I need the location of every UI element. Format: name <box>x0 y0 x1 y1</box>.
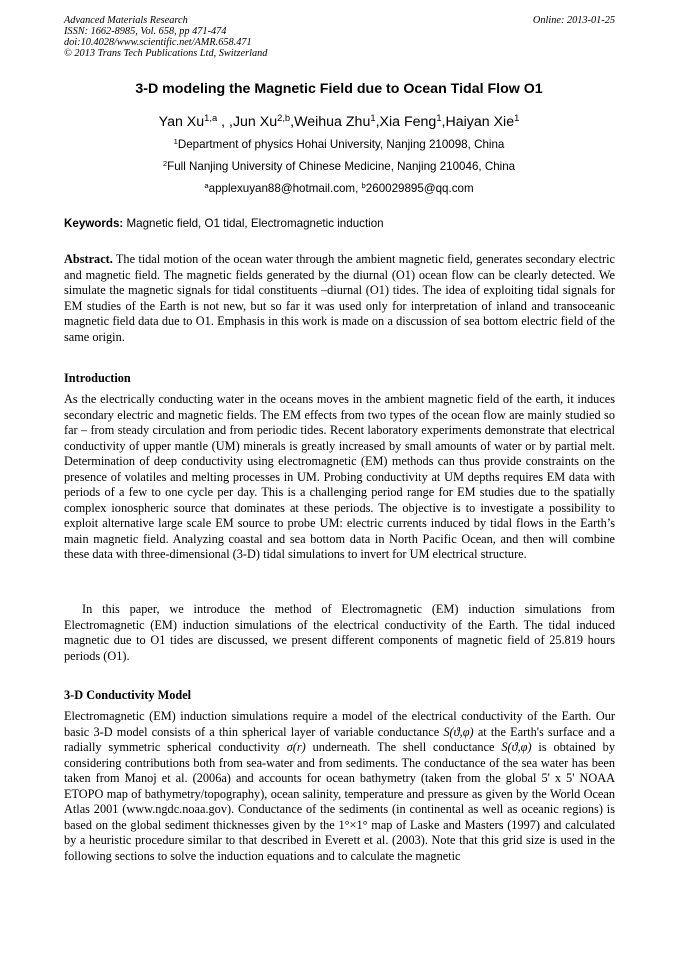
author-name: Xia Feng <box>379 114 437 130</box>
author-name: Jun Xu <box>232 114 278 130</box>
author-name: Yan Xu <box>158 114 205 130</box>
section-heading-introduction: Introduction <box>64 371 131 385</box>
abstract-label: Abstract. <box>64 252 113 266</box>
author-emails <box>0 182 678 195</box>
journal-name: Advanced Materials Research <box>64 15 188 26</box>
affiliation-text: Department of physics Hohai University, Nanjing 210098, China <box>177 138 505 151</box>
author-sup: 1 <box>436 112 442 123</box>
author-sup: 1 <box>370 112 376 123</box>
abstract-text: The tidal motion of the ocean water through the ambient magnetic field, generates secondary electric and magnetic field. The magnetic fields generated by the diurnal (O1) ocean flow can be clearly detected. We simulate the magnetic signals for tidal constituents –diurnal (O1) tides. The idea of exploiting tidal signals for EM studies of the Earth is not new, but so far it was used only for interpretation of inland and transoceanic magnetic field data due to O1. Emphasis in this work is made on a discussion of sea bottom electric field of the same origin. <box>64 252 615 344</box>
model-text: underneath. The shell conductance <box>305 740 502 755</box>
author-name: Haiyan Xie <box>445 114 515 130</box>
author-sup: 1,a <box>204 112 218 123</box>
author-sup: 2,b <box>277 112 291 123</box>
affiliation-sup: 2 <box>162 158 168 168</box>
author-sep: , , <box>217 114 233 130</box>
email-link[interactable]: 260029895@qq.com <box>365 182 474 195</box>
author-sep: , <box>375 114 380 130</box>
journal-copyright: © 2013 Trans Tech Publications Ltd, Switzerland <box>64 48 268 59</box>
math-sigma: σ(r) <box>286 740 306 755</box>
keywords <box>64 217 384 230</box>
section-heading-model: 3-D Conductivity Model <box>64 688 192 702</box>
abstract <box>64 252 615 345</box>
keywords-label: Keywords: <box>64 217 124 230</box>
author-sup: 1 <box>514 112 520 123</box>
model-text: is obtained by considering contributions both from sea-water and from sediments. The conductance of the sea water has been taken from Manoj et al. (2006a) and accounts for ocean bathymetry (taken from the global 5' x 5' NOAA ETOPO map of bathymetry/topography), ocean salinity, temperature and pressure as given by the World Ocean Atlas 2001 (www.ngdc.noaa.gov). Conductance of the sediments (in continental as well as oceanic regions) is based on the global sediment thicknesses given by the <box>64 740 615 832</box>
affiliation-1 <box>0 138 678 151</box>
introduction-paragraph-2: In this paper, we introduce the method of Electromagnetic (EM) induction simulations from Electromagnetic (EM) induction simulations of the electrical conductivity of the Earth. The tidal induced magnetic due to O1 tides are discussed, we present different components of magnetic field of 25.819 hours periods (O1). <box>64 602 615 663</box>
keywords-text: Magnetic field, O1 tidal, Electromagnetic induction <box>123 217 384 230</box>
author-name: Weihua Zhu <box>294 114 371 130</box>
author-sep: , <box>441 114 446 130</box>
affiliation-sup: 1 <box>173 136 178 146</box>
model-text: map of Laske and Masters (1997) and calculated by a heuristic procedure similar to that described in Everett et al. (2003). Note that this grid size is used in the following sections to solve the induction equations and to calculate the magnetic <box>64 817 615 863</box>
model-paragraph <box>64 709 615 864</box>
paper-title: 3-D modeling the Magnetic Field due to Ocean Tidal Flow O1 <box>135 81 543 97</box>
affiliation-2 <box>0 160 678 173</box>
math-shell-conductance: S(ϑ,φ) <box>501 740 532 755</box>
model-text: Electromagnetic (EM) induction simulations require a model of the electrical conductivity of the Earth. Our basic 3-D model consists of a thin spherical layer of variable conductance <box>64 709 615 739</box>
author-list <box>0 114 678 130</box>
affiliation-text: Full Nanjing University of Chinese Medicine, Nanjing 210046, China <box>167 160 516 173</box>
email-sup: b <box>361 180 366 190</box>
email-link[interactable]: applexuyan88@hotmail.com, <box>208 182 362 195</box>
online-date: Online: 2013-01-25 <box>532 15 615 26</box>
journal-doi: doi:10.4028/www.scientific.net/AMR.658.471 <box>64 37 252 48</box>
math-shell-conductance: S(ϑ,φ) <box>443 724 474 739</box>
math-grid-size: 1°×1° <box>338 817 368 832</box>
model-text: at the Earth's surface and a radially symmetric spherical conductivity <box>64 724 615 755</box>
email-sup: a <box>204 180 209 190</box>
journal-issn: ISSN: 1662-8985, Vol. 658, pp 471-474 <box>64 26 227 37</box>
author-sep: , <box>290 114 295 130</box>
journal-header <box>64 15 267 59</box>
introduction-paragraph-1: As the electrically conducting water in the oceans moves in the ambient magnetic field of the earth, it induces secondary electric and magnetic fields. The EM effects from two types of the ocean flow are mainly studied so far – from steady circulation and from periodic tides. Recent laboratory experiments demonstrate that electrical conductivity of upper mantle (UM) minerals is greatly increased by small amounts of water or by partial melt. Determination of deep conductivity using electromagnetic (EM) methods can thus provide constraints on the presence of volatiles and melting processes in UM. Probing conductivity at UM depths requires EM data with periods of a few to one cycle per day. This is a challenging period range for EM studies due to the spatially complex ionospheric source that dominates at these periods. The objective is to investigate a possibility to exploit alternative large scale EM source to probe UM: electric currents induced by tidal flows in the Earth’s main magnetic field. Analyzing coastal and sea bottom data in North Pacific Ocean, and then will combine these data with three-dimensional (3-D) tidal simulations to invert for UM electrical structure. <box>64 392 615 562</box>
